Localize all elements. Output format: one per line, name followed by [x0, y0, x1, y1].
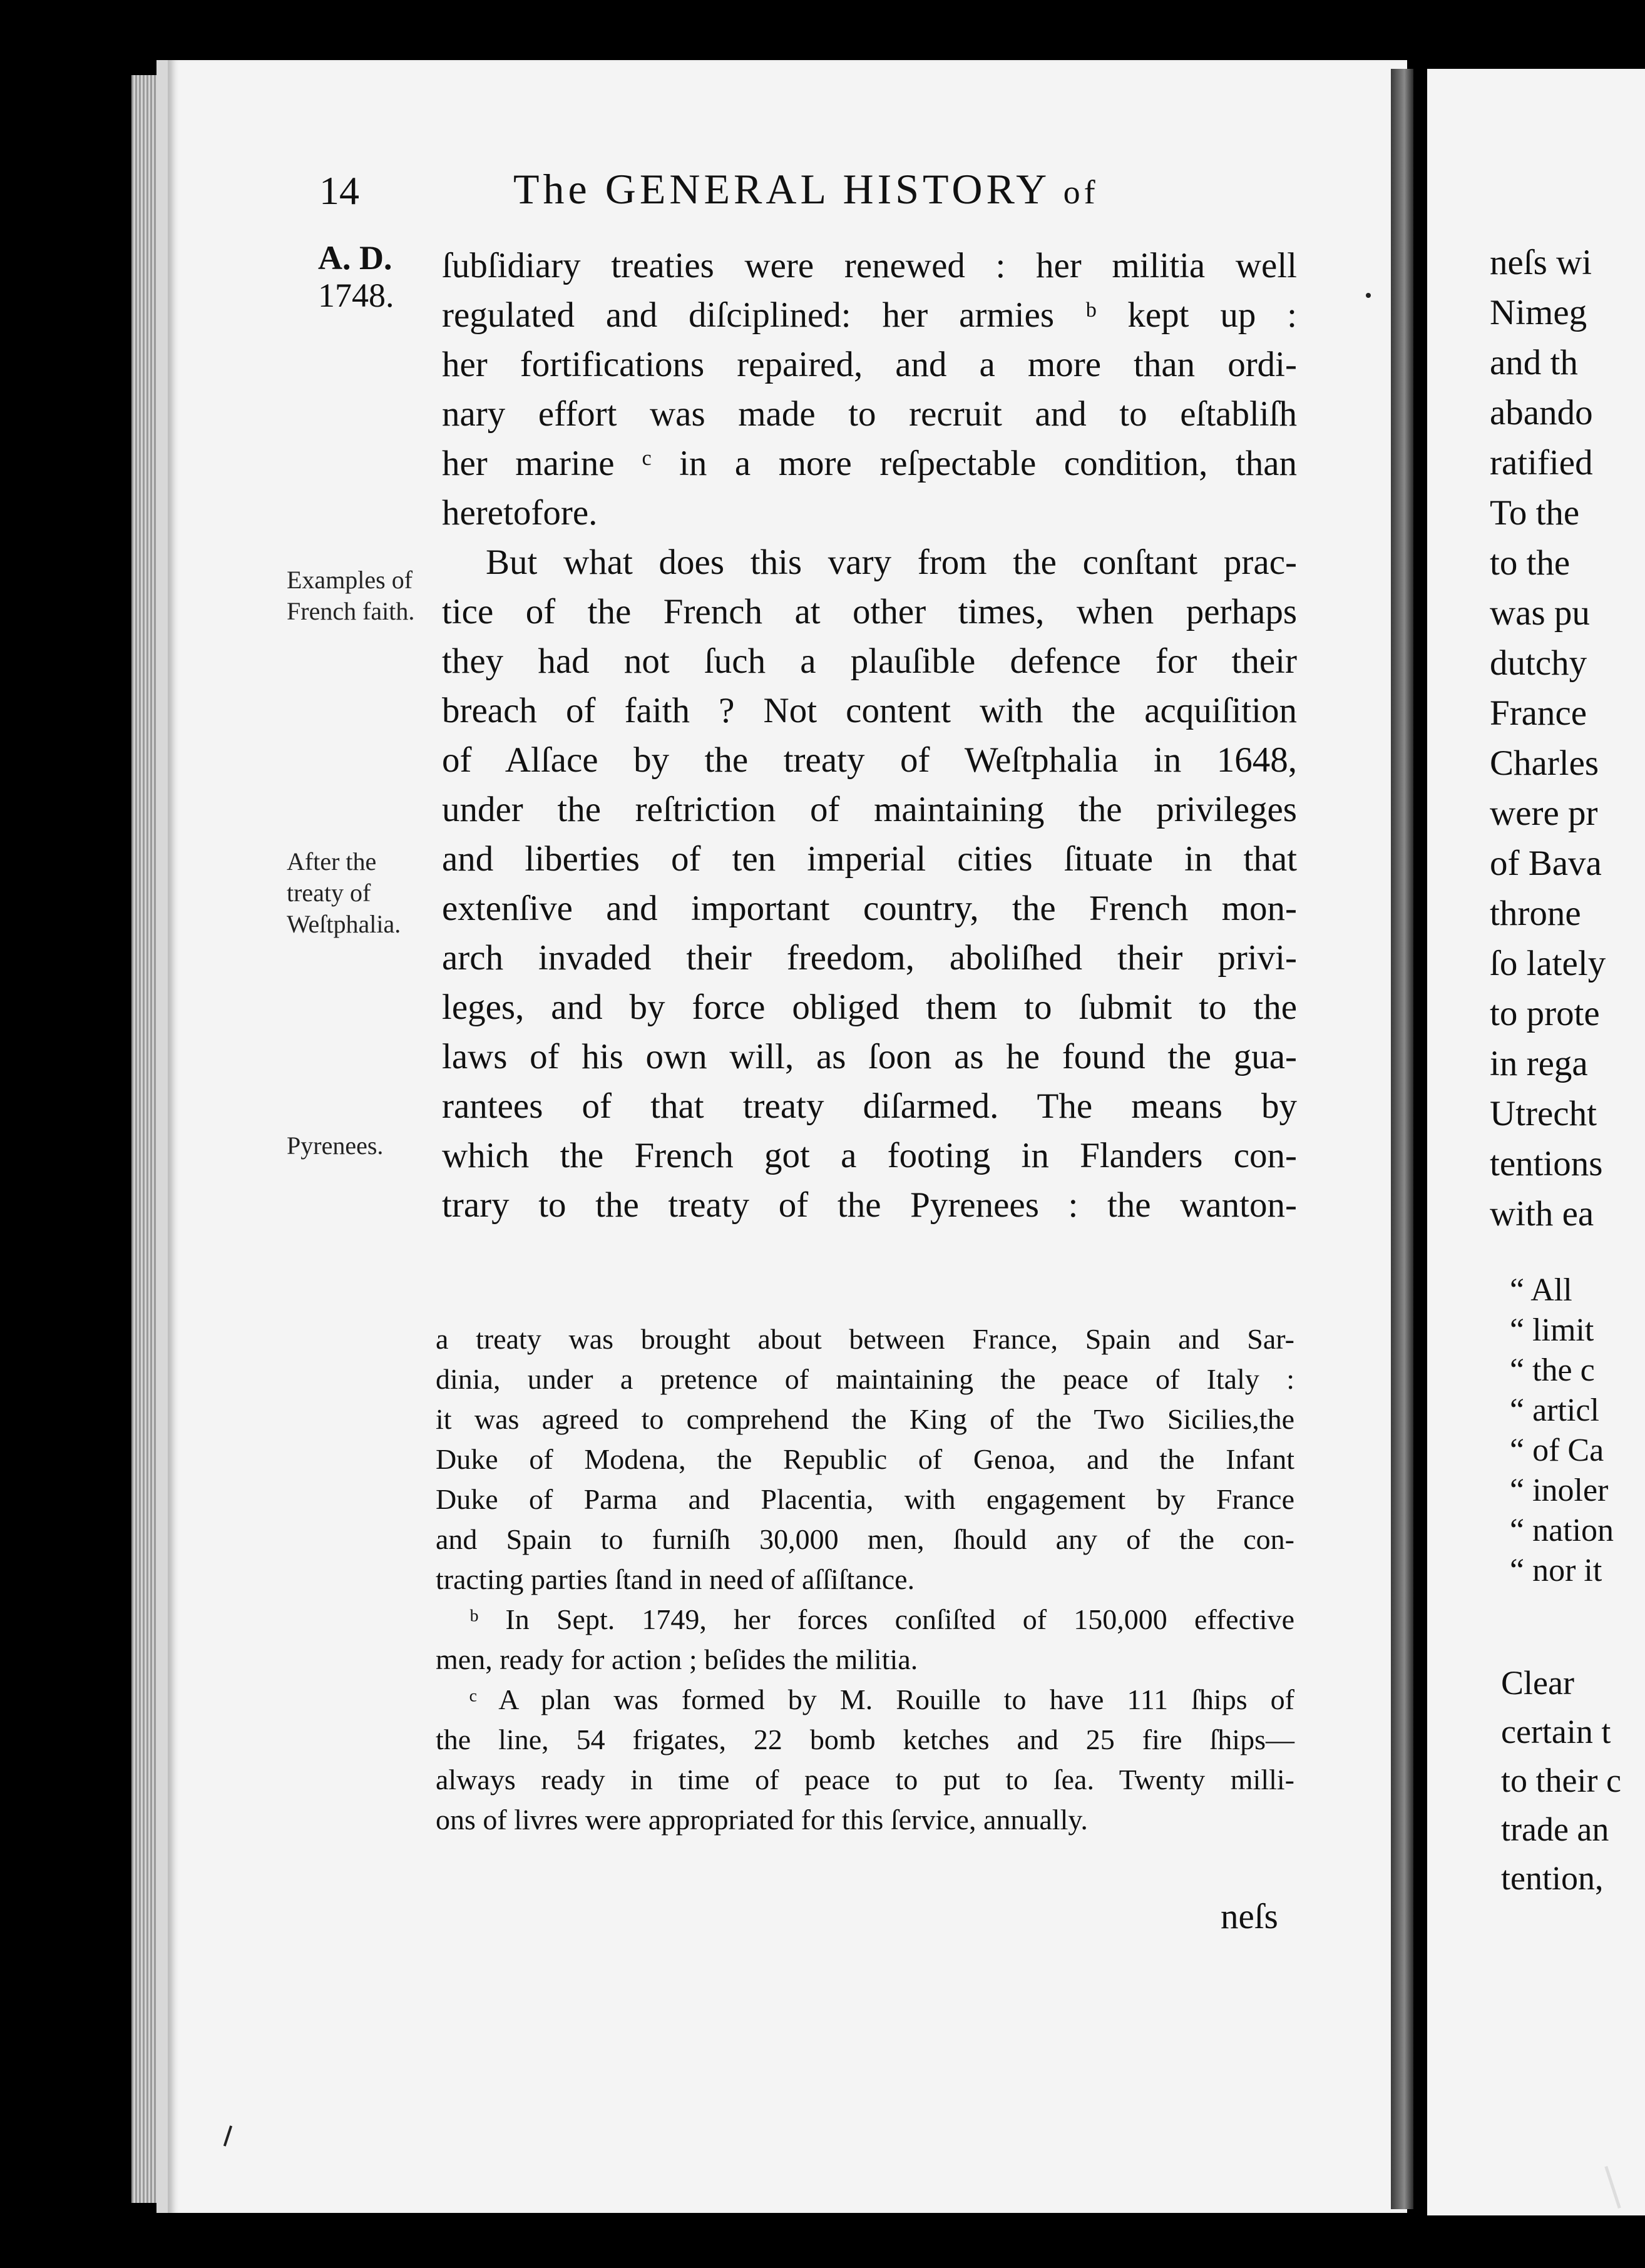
- right-tail-line: Clear: [1501, 1664, 1574, 1702]
- body-line: laws of his own will, as ſoon as he found the gua-: [442, 1037, 1297, 1076]
- right-quote-line: “ of Ca: [1510, 1433, 1604, 1468]
- right-line: dutchy: [1490, 643, 1587, 683]
- body-line: her marine ᶜ in a more reſpectable condition, than: [442, 444, 1297, 483]
- right-line: to the: [1490, 543, 1571, 583]
- body-line: arch invaded their freedom, aboliſhed their privi-: [442, 938, 1297, 978]
- footnote-line: always ready in time of peace to put to ſea. Twenty milli-: [436, 1764, 1294, 1796]
- catchword: neſs: [1221, 1897, 1278, 1936]
- body-line: which the French got a footing in Flanders con-: [442, 1136, 1297, 1175]
- right-line: with ea: [1490, 1194, 1594, 1234]
- margin-date-era: A. D.: [318, 239, 392, 277]
- right-line: in rega: [1490, 1044, 1588, 1083]
- margin-date: [318, 239, 394, 314]
- right-tail-line: trade an: [1501, 1811, 1609, 1848]
- margin-note-pyrenees: Pyrenees.: [287, 1131, 384, 1160]
- body-line: they had not ſuch a plauſible defence for their: [442, 641, 1297, 681]
- right-tail-line: certain t: [1501, 1713, 1611, 1750]
- running-head-the: The: [513, 165, 591, 213]
- right-line: Charles: [1490, 743, 1599, 783]
- right-quote-line: “ limit: [1510, 1312, 1594, 1348]
- margin-date-year: 1748.: [318, 277, 394, 314]
- margin-note-westphalia: After the treaty of Weſtphalia.: [287, 847, 401, 938]
- body-line: of Alſace by the treaty of Weſtphalia in 1648,: [442, 740, 1297, 780]
- body-line: regulated and diſciplined: her armies ᵇ kept up :: [442, 295, 1297, 335]
- body-line: tice of the French at other times, when perhaps: [442, 592, 1297, 631]
- right-quote-line: “ nor it: [1510, 1553, 1602, 1588]
- right-line: To the: [1490, 493, 1580, 533]
- footnote-line: men, ready for action ; beſides the militia.: [436, 1643, 918, 1675]
- right-line: abando: [1490, 393, 1593, 432]
- right-page-quotation: [1510, 1270, 1614, 1591]
- footnote-line: dinia, under a pretence of maintaining the peace of Italy :: [436, 1363, 1294, 1395]
- right-line: Utrecht: [1490, 1094, 1597, 1133]
- right-tail-line: tention,: [1501, 1859, 1604, 1897]
- footnote-line: tracting parties ſtand in need of aſſiſtance.: [436, 1563, 915, 1595]
- footnote-line: ons of livres were appropriated for this ſervice, annually.: [436, 1804, 1088, 1836]
- body-line: extenſive and important country, the French mon-: [442, 889, 1297, 928]
- right-quote-line: “ inoler: [1510, 1473, 1609, 1508]
- right-quote-line: “ articl: [1510, 1392, 1599, 1428]
- right-page-tail: [1501, 1658, 1621, 1903]
- footnote-line: Duke of Parma and Placentia, with engagement by France: [436, 1483, 1294, 1515]
- right-line: neſs wi: [1490, 243, 1592, 282]
- ink-speck: [1366, 293, 1371, 298]
- right-line: was pu: [1490, 593, 1590, 633]
- body-line: and liberties of ten imperial cities ſituate in that: [442, 839, 1297, 879]
- right-line: and th: [1490, 343, 1578, 382]
- running-head-title: GENERAL HISTORY: [605, 165, 1049, 213]
- right-line: Nimeg: [1490, 293, 1587, 332]
- book-gutter: [1391, 69, 1413, 2209]
- right-quote-line: “ All: [1510, 1272, 1572, 1308]
- right-line: France: [1490, 693, 1587, 733]
- running-head-of: of: [1063, 173, 1099, 211]
- right-line: ratified: [1490, 443, 1593, 483]
- margin-note-examples: Examples of French faith.: [287, 566, 415, 625]
- right-line: ſo lately: [1490, 944, 1606, 983]
- footnote-line: a treaty was brought about between France, Spain and Sar-: [436, 1323, 1294, 1355]
- right-tail-line: to their c: [1501, 1762, 1621, 1799]
- right-quote-line: “ the c: [1510, 1352, 1595, 1388]
- body-line: under the reſtriction of maintaining the privileges: [442, 790, 1297, 829]
- footnote-line: it was agreed to comprehend the King of the Two Sicilies,the: [436, 1403, 1294, 1435]
- body-line: trary to the treaty of the Pyrenees : the wanton-: [442, 1185, 1297, 1225]
- right-line: to prote: [1490, 994, 1600, 1033]
- footnote-line: ᶜ A plan was formed by M. Rouille to have 111 ſhips of: [469, 1683, 1294, 1715]
- body-line: rantees of that treaty diſarmed. The means by: [442, 1086, 1297, 1126]
- body-line: nary effort was made to recruit and to eſtabliſh: [442, 394, 1297, 434]
- body-line: her fortifications repaired, and a more than ordi-: [442, 345, 1297, 384]
- right-line: were pr: [1490, 794, 1598, 833]
- page-number: 14: [319, 168, 359, 213]
- right-line: tentions: [1490, 1144, 1603, 1183]
- body-text: [442, 241, 1297, 1230]
- body-line: breach of faith ? Not content with the acquiſition: [442, 691, 1297, 730]
- right-line: of Bava: [1490, 844, 1602, 883]
- body-line: But what does this vary from the conſtant prac-: [486, 543, 1297, 582]
- body-line: leges, and by force obliged them to ſubmit to the: [442, 988, 1297, 1027]
- body-line: ſubſidiary treaties were renewed : her militia well: [442, 246, 1297, 285]
- footnote-line: and Spain to furniſh 30,000 men, ſhould any of the con-: [436, 1523, 1294, 1555]
- right-quote-line: “ nation: [1510, 1513, 1614, 1548]
- footnote-line: Duke of Modena, the Republic of Genoa, and the Infant: [436, 1443, 1294, 1475]
- running-head: [513, 164, 1099, 217]
- footnote-line: the line, 54 frigates, 22 bomb ketches and 25 fire ſhips—: [436, 1724, 1294, 1755]
- page-edge-stack: [131, 75, 156, 2203]
- body-line: heretofore.: [442, 493, 598, 533]
- right-page-text: [1490, 238, 1606, 1239]
- footnotes: [436, 1319, 1294, 1840]
- footnote-line: ᵇ In Sept. 1749, her forces conſiſted of 150,000 effective: [469, 1603, 1294, 1635]
- right-line: throne: [1490, 894, 1581, 933]
